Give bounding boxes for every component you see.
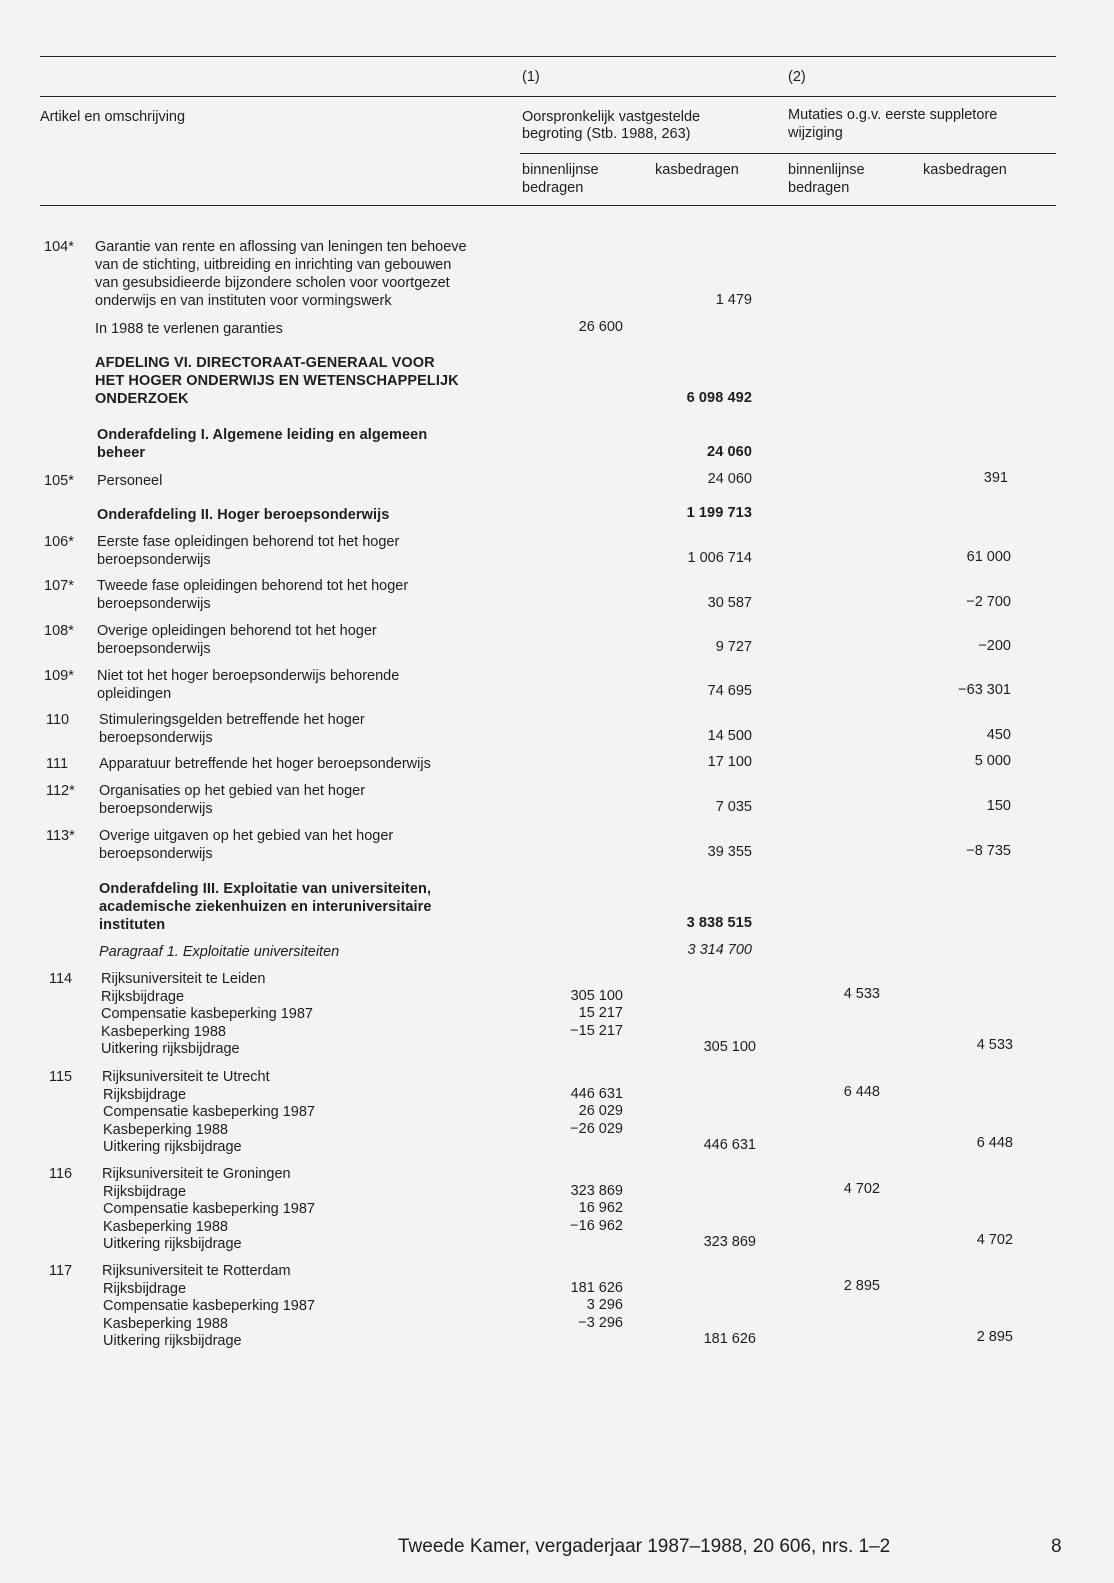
university-line-label: Compensatie kasbeperking 1987 — [103, 1298, 315, 1315]
kasbedragen-original: 1 006 714 — [687, 550, 752, 566]
university-line-label: Uitkering rijksbijdrage — [103, 1139, 242, 1156]
article-description: Organisaties op het gebied van het hoger — [99, 783, 366, 799]
university-line-label: Rijksbijdrage — [101, 988, 185, 1005]
page-number: 8 — [1051, 1536, 1062, 1557]
article-number: 116 — [49, 1166, 73, 1182]
kasbedragen-original: 17 100 — [707, 754, 752, 770]
binnenlijnse-original: 323 869 — [570, 1182, 623, 1199]
subsection-heading: beheer — [97, 445, 146, 461]
kasbedragen-mutation: 150 — [986, 798, 1011, 814]
university-line-label: Kasbeperking 1988 — [101, 1023, 226, 1040]
kasbedragen-original: 1 479 — [715, 292, 752, 308]
article-description: beroepsonderwijs — [99, 846, 213, 862]
article-description: onderwijs en van instituten voor vormingswerk — [95, 293, 392, 309]
kasbedragen-original: 39 355 — [707, 844, 752, 860]
section-heading: HET HOGER ONDERWIJS EN WETENSCHAPPELIJK — [95, 373, 459, 389]
kasbedragen-original: 24 060 — [707, 471, 752, 487]
footer-text: Tweede Kamer, vergaderjaar 1987–1988, 20 606, nrs. 1–2 — [398, 1536, 891, 1557]
university-name: Rijksuniversiteit te Leiden — [101, 971, 266, 987]
binnenlijnse-original: 26 600 — [578, 319, 623, 335]
university-name: Rijksuniversiteit te Rotterdam — [102, 1263, 291, 1279]
university-line-label: Compensatie kasbeperking 1987 — [101, 1006, 313, 1023]
binnenlijnse-original: 446 631 — [570, 1085, 623, 1102]
article-description: Apparatuur betreffende het hoger beroepsonderwijs — [99, 756, 431, 772]
binnenlijnse-original: 26 029 — [578, 1103, 623, 1120]
header-rule-top — [40, 56, 1056, 57]
kasbedragen-mutation: −200 — [978, 638, 1011, 654]
article-description: Overige uitgaven op het gebied van het hoger — [99, 828, 394, 844]
kasbedragen-original: 323 869 — [703, 1234, 756, 1251]
university-name: Rijksuniversiteit te Utrecht — [102, 1069, 270, 1085]
article-number: 104* — [44, 239, 74, 255]
group2-title-line1: Mutaties o.g.v. eerste suppletore — [788, 107, 998, 123]
article-description: beroepsonderwijs — [97, 552, 211, 568]
article-number: 108* — [44, 623, 74, 639]
kasbedragen-mutation: 4 702 — [976, 1232, 1013, 1249]
header-rule-bottom — [40, 205, 1056, 206]
sub-header-binnenlijnse-1b: bedragen — [522, 180, 584, 196]
kasbedragen-mutation: 450 — [986, 727, 1011, 743]
sub-header-binnenlijnse-2b: bedragen — [788, 180, 850, 196]
university-name: Rijksuniversiteit te Groningen — [102, 1166, 291, 1182]
header-rule-2 — [40, 96, 1056, 97]
kasbedragen-original: 7 035 — [715, 799, 752, 815]
subsection-heading: Onderafdeling II. Hoger beroepsonderwijs — [97, 507, 390, 523]
article-description: van gesubsidieerde bijzondere scholen voor voortgezet — [95, 275, 450, 291]
kasbedragen-mutation: 5 000 — [974, 753, 1011, 769]
university-line-label: Compensatie kasbeperking 1987 — [103, 1104, 315, 1121]
binnenlijnse-original: −26 029 — [570, 1120, 623, 1137]
binnenlijnse-original: 3 296 — [586, 1297, 623, 1314]
binnenlijnse-mutation: 4 533 — [843, 985, 880, 1002]
article-number: 111 — [46, 756, 69, 772]
sub-header-binnenlijnse-1a: binnenlijnse — [522, 162, 599, 178]
kasbedragen-mutation: 391 — [983, 470, 1008, 486]
article-number: 113* — [46, 828, 75, 844]
article-number: 115 — [49, 1069, 73, 1085]
binnenlijnse-original: 16 962 — [578, 1200, 623, 1217]
kasbedragen-mutation: −2 700 — [966, 594, 1011, 610]
subsection-total: 1 199 713 — [686, 505, 752, 521]
subsection-heading: Onderafdeling I. Algemene leiding en algemeen — [97, 427, 428, 443]
sub-header-binnenlijnse-2a: binnenlijnse — [788, 162, 865, 178]
subsection-total: 3 838 515 — [686, 915, 752, 931]
subsection-heading: Onderafdeling III. Exploitatie van universiteiten, — [99, 881, 432, 897]
paragraph-total: 3 314 700 — [687, 942, 752, 958]
article-number: 107* — [44, 578, 74, 594]
article-description: Personeel — [97, 473, 163, 489]
article-description: beroepsonderwijs — [99, 801, 213, 817]
binnenlijnse-original: 305 100 — [570, 987, 623, 1004]
group1-number: (1) — [522, 69, 540, 85]
group2-title-line2: wijziging — [788, 125, 843, 141]
sub-header-kasbedragen-2: kasbedragen — [923, 162, 1007, 178]
section-heading: AFDELING VI. DIRECTORAAT-GENERAAL VOOR — [95, 355, 435, 371]
binnenlijnse-mutation: 6 448 — [843, 1083, 880, 1100]
article-header: Artikel en omschrijving — [40, 109, 186, 125]
kasbedragen-original: 74 695 — [707, 683, 752, 699]
binnenlijnse-original: 15 217 — [578, 1005, 623, 1022]
article-number: 109* — [44, 668, 74, 684]
article-sub-description: In 1988 te verlenen garanties — [95, 321, 283, 337]
article-description: Tweede fase opleidingen behorend tot het hoger — [97, 578, 409, 594]
university-line-label: Rijksbijdrage — [103, 1086, 187, 1103]
binnenlijnse-mutation: 2 895 — [843, 1277, 880, 1294]
group2-number: (2) — [788, 69, 806, 85]
article-description: Overige opleidingen behorend tot het hoger — [97, 623, 377, 639]
university-line-label: Uitkering rijksbijdrage — [103, 1333, 242, 1350]
kasbedragen-mutation: −8 735 — [966, 843, 1011, 859]
university-line-label: Kasbeperking 1988 — [103, 1315, 228, 1332]
article-description: Eerste fase opleidingen behorend tot het hoger — [97, 534, 400, 550]
kasbedragen-original: 14 500 — [707, 728, 752, 744]
article-number: 106* — [44, 534, 74, 550]
kasbedragen-mutation: 4 533 — [976, 1037, 1013, 1054]
article-description: beroepsonderwijs — [99, 730, 213, 746]
kasbedragen-original: 305 100 — [703, 1039, 756, 1056]
article-description: opleidingen — [97, 686, 172, 702]
article-number: 110 — [46, 712, 70, 728]
binnenlijnse-original: 181 626 — [570, 1279, 623, 1296]
university-line-label: Kasbeperking 1988 — [103, 1218, 228, 1235]
kasbedragen-original: 446 631 — [703, 1137, 756, 1154]
subsection-total: 24 060 — [707, 444, 752, 460]
kasbedragen-original: 9 727 — [715, 639, 752, 655]
binnenlijnse-original: −16 962 — [570, 1217, 623, 1234]
article-description: beroepsonderwijs — [97, 596, 211, 612]
subsection-heading: instituten — [99, 917, 166, 933]
binnenlijnse-mutation: 4 702 — [843, 1180, 880, 1197]
article-number: 105* — [44, 473, 74, 489]
article-description: van de stichting, uitbreiding en inrichting van gebouwen — [95, 257, 452, 273]
university-line-label: Kasbeperking 1988 — [103, 1121, 228, 1138]
section-heading: ONDERZOEK — [95, 391, 189, 407]
kasbedragen-mutation: 6 448 — [976, 1135, 1013, 1152]
binnenlijnse-original: −15 217 — [570, 1022, 623, 1039]
university-line-label: Uitkering rijksbijdrage — [101, 1041, 240, 1058]
group1-title-line2: begroting (Stb. 1988, 263) — [522, 126, 691, 142]
sub-header-kasbedragen-1: kasbedragen — [655, 162, 739, 178]
kasbedragen-mutation: 2 895 — [976, 1329, 1013, 1346]
university-line-label: Uitkering rijksbijdrage — [103, 1236, 242, 1253]
article-number: 114 — [49, 971, 73, 987]
article-number: 117 — [49, 1263, 73, 1279]
article-description: Garantie van rente en aflossing van leningen ten behoeve — [95, 239, 467, 255]
kasbedragen-mutation: 61 000 — [966, 549, 1011, 565]
article-description: Niet tot het hoger beroepsonderwijs behorende — [97, 668, 400, 684]
subsection-heading: academische ziekenhuizen en interuniversitaire — [99, 899, 432, 915]
university-line-label: Compensatie kasbeperking 1987 — [103, 1201, 315, 1218]
article-description: Stimuleringsgelden betreffende het hoger — [99, 712, 365, 728]
kasbedragen-mutation: −63 301 — [958, 682, 1011, 698]
group1-title-line1: Oorspronkelijk vastgestelde — [522, 109, 701, 125]
article-description: beroepsonderwijs — [97, 641, 211, 657]
section-total: 6 098 492 — [686, 390, 752, 406]
university-line-label: Rijksbijdrage — [103, 1183, 187, 1200]
kasbedragen-original: 30 587 — [707, 595, 752, 611]
university-line-label: Rijksbijdrage — [103, 1280, 187, 1297]
paragraph-heading: Paragraaf 1. Exploitatie universiteiten — [99, 944, 340, 960]
binnenlijnse-original: −3 296 — [578, 1314, 623, 1331]
article-number: 112* — [46, 783, 75, 799]
kasbedragen-original: 181 626 — [703, 1331, 756, 1348]
header-rule-3 — [520, 153, 1056, 154]
